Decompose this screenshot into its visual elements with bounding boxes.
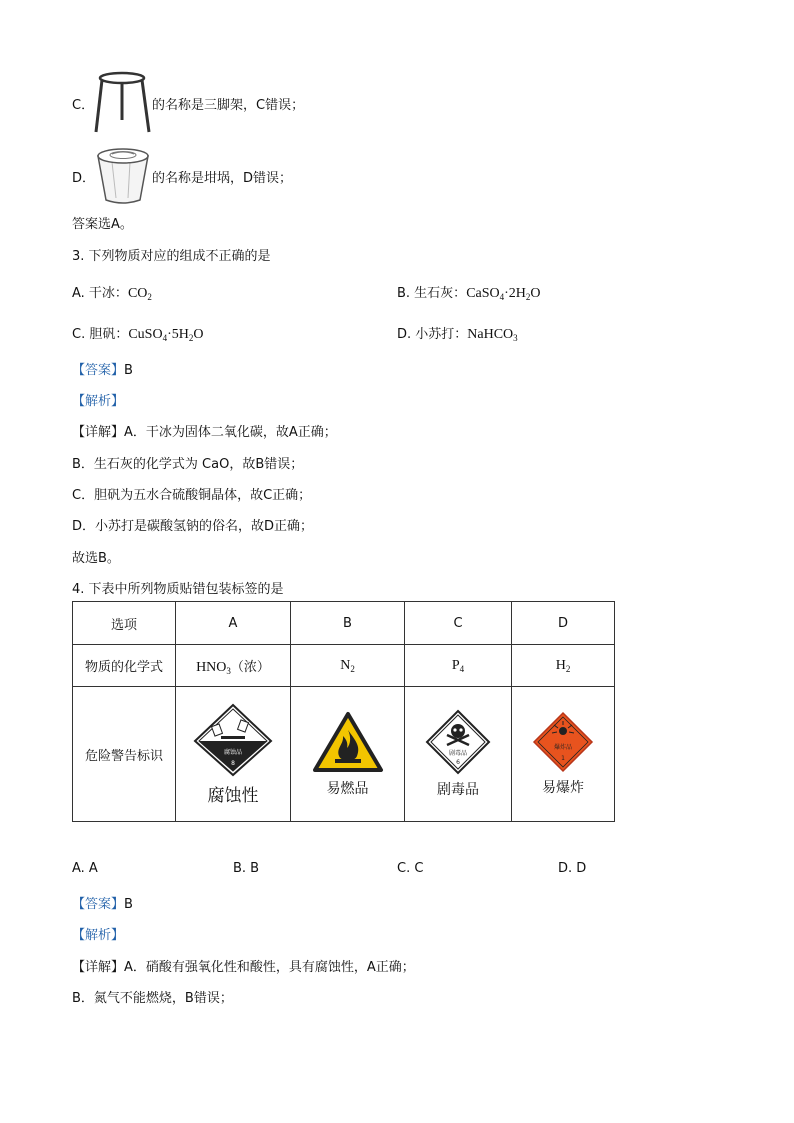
table-cell: 危险警告标识 [73, 687, 176, 822]
toxic-class-number: 6 [456, 759, 460, 766]
q4-detail-1: 【详解】A．硝酸有强氧化性和酸性，具有腐蚀性，A正确； [72, 960, 415, 975]
corrosive-sign-cell [176, 687, 291, 822]
explosive-class-number: 1 [561, 755, 565, 762]
option-d-text: 的名称是坩埚，D错误； [152, 171, 293, 186]
table-cell: C [405, 602, 512, 645]
table-cell: A [176, 602, 291, 645]
q3-detail-1: 【详解】A．干冰为固体二氧化碳，故A正确； [72, 425, 337, 440]
table-row [73, 687, 615, 822]
explosive-caption: 易爆炸 [542, 780, 584, 796]
option-c-label: C． [72, 98, 95, 113]
q3-option-b: B. 生石灰：$CaSO_4\cdot 2H_2O$ [397, 286, 541, 302]
toxic-caption: 剧毒品 [437, 782, 479, 798]
q3-detail-3: C．胆矾为五水合硫酸铜晶体，故C正确； [72, 488, 312, 503]
q4-option-c: C. C [397, 861, 424, 876]
q3-detail-2: B．生石灰的化学式为 CaO，故B错误； [72, 457, 304, 472]
q3-option-c: C. 胆矾：$CuSO_4\cdot 5H_2O$ [72, 327, 204, 343]
q4-table [72, 601, 615, 822]
q3-detail-4: D．小苏打是碳酸氢钠的俗名，故D正确； [72, 519, 314, 534]
flammable-caption: 易燃品 [326, 781, 369, 797]
q3-option-d: D. 小苏打：NaHCO$_3$ [397, 327, 518, 343]
option-d-label: D． [72, 171, 96, 186]
corrosive-inner-text: 腐蚀品 [223, 748, 243, 756]
table-row [73, 602, 615, 645]
table-cell: D [512, 602, 615, 645]
option-c-text: 的名称是三脚架，C错误； [152, 98, 305, 113]
table-cell: B [291, 602, 405, 645]
flame-warning-icon [311, 710, 385, 774]
formula-p4: $P_4$ [405, 645, 512, 687]
q4-option-a: A. A [72, 861, 98, 876]
corrosive-icon [191, 703, 275, 777]
explosion-icon [532, 711, 594, 773]
q3-analysis-tag: 【解析】 [72, 394, 125, 409]
q3-answer: 【答案】B [72, 363, 133, 378]
q4-answer: 【答案】B [72, 897, 133, 912]
toxic-sign-cell [405, 687, 512, 822]
tripod-image [92, 70, 152, 134]
explosive-sign-cell [512, 687, 615, 822]
q4-stem: 4. 下表中所列物质贴错包装标签的是 [72, 582, 284, 597]
table-cell: 选项 [73, 602, 176, 645]
q3-conclusion: 故选B。 [72, 551, 120, 566]
formula-hno3: $HNO_3$（浓） [176, 645, 291, 687]
toxic-inner-text: 剧毒品 [448, 750, 468, 757]
q3-option-a: A. 干冰：$CO_2$ [72, 286, 152, 302]
skull-icon [425, 709, 491, 775]
corrosive-class-number: 8 [231, 759, 235, 767]
formula-h2: $H_2$ [512, 645, 615, 687]
flammable-sign-cell [291, 687, 405, 822]
corrosive-caption: 腐蚀性 [207, 785, 259, 806]
table-row [73, 645, 615, 687]
table-cell: 物质的化学式 [73, 645, 176, 687]
q3-stem: 3. 下列物质对应的组成不正确的是 [72, 249, 271, 264]
q4-detail-2: B．氮气不能燃烧，B错误； [72, 991, 233, 1006]
q4-analysis-tag: 【解析】 [72, 928, 125, 943]
crucible-image [94, 144, 152, 206]
formula-n2: $N_2$ [291, 645, 405, 687]
explosive-inner-text: 爆炸品 [553, 744, 573, 751]
q4-option-d: D. D [558, 861, 587, 876]
q4-option-b: B. B [233, 861, 260, 876]
q2-answer: 答案选A。 [72, 217, 133, 232]
